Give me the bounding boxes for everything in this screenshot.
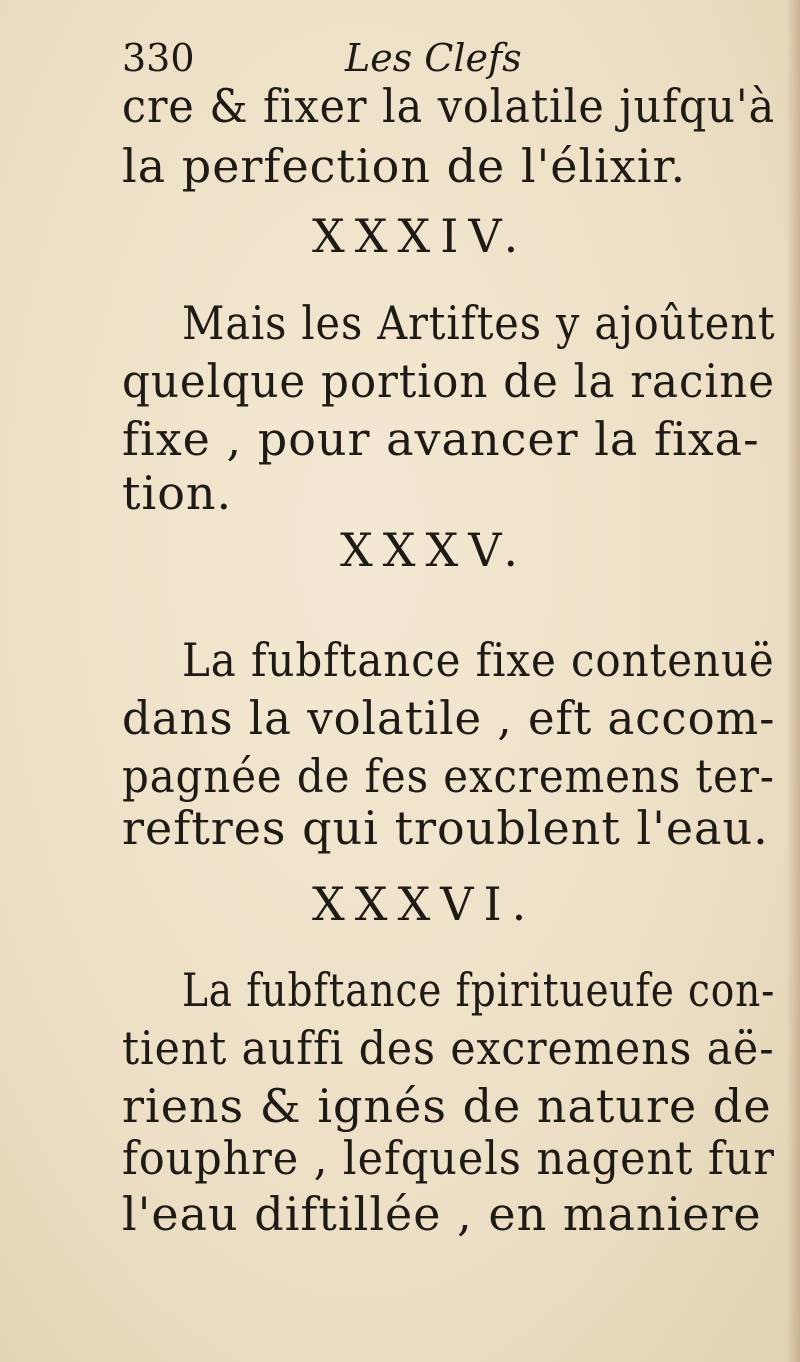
text-line: quelque portion de la racine (122, 354, 776, 408)
text-line: Mais les Artiftes y ajoûtent (182, 296, 776, 350)
text-line: dans la volatile , eft accom- (122, 691, 776, 745)
running-head: Les Clefs (345, 36, 522, 80)
page-number: 330 (122, 36, 195, 80)
text-line: cre & fixer la volatile jufqu'à (122, 79, 776, 133)
text-line: reftres qui troublent l'eau. (122, 801, 769, 855)
text-line: tion. (122, 466, 233, 520)
text-line: la perfection de l'élixir. (122, 139, 687, 193)
section-number: XXXIV. (312, 209, 529, 263)
section-number: XXXVI. (312, 877, 537, 931)
page-edge-shadow (786, 0, 800, 1362)
section-number: XXXV. (340, 523, 529, 577)
text-line: fouphre , lefquels nagent fur (122, 1131, 775, 1185)
text-line: tient auffi des excremens aë- (122, 1021, 775, 1075)
text-line: fixe , pour avancer la fixa- (122, 412, 760, 466)
text-line: La fubftance fpiritueufe con- (182, 963, 776, 1017)
text-line: La fubftance fixe contenuë (182, 633, 775, 687)
text-line: pagnée de fes excremens ter- (122, 749, 775, 803)
text-line: riens & ignés de nature de (122, 1079, 772, 1133)
text-line: l'eau diftillée , en maniere (122, 1187, 762, 1241)
